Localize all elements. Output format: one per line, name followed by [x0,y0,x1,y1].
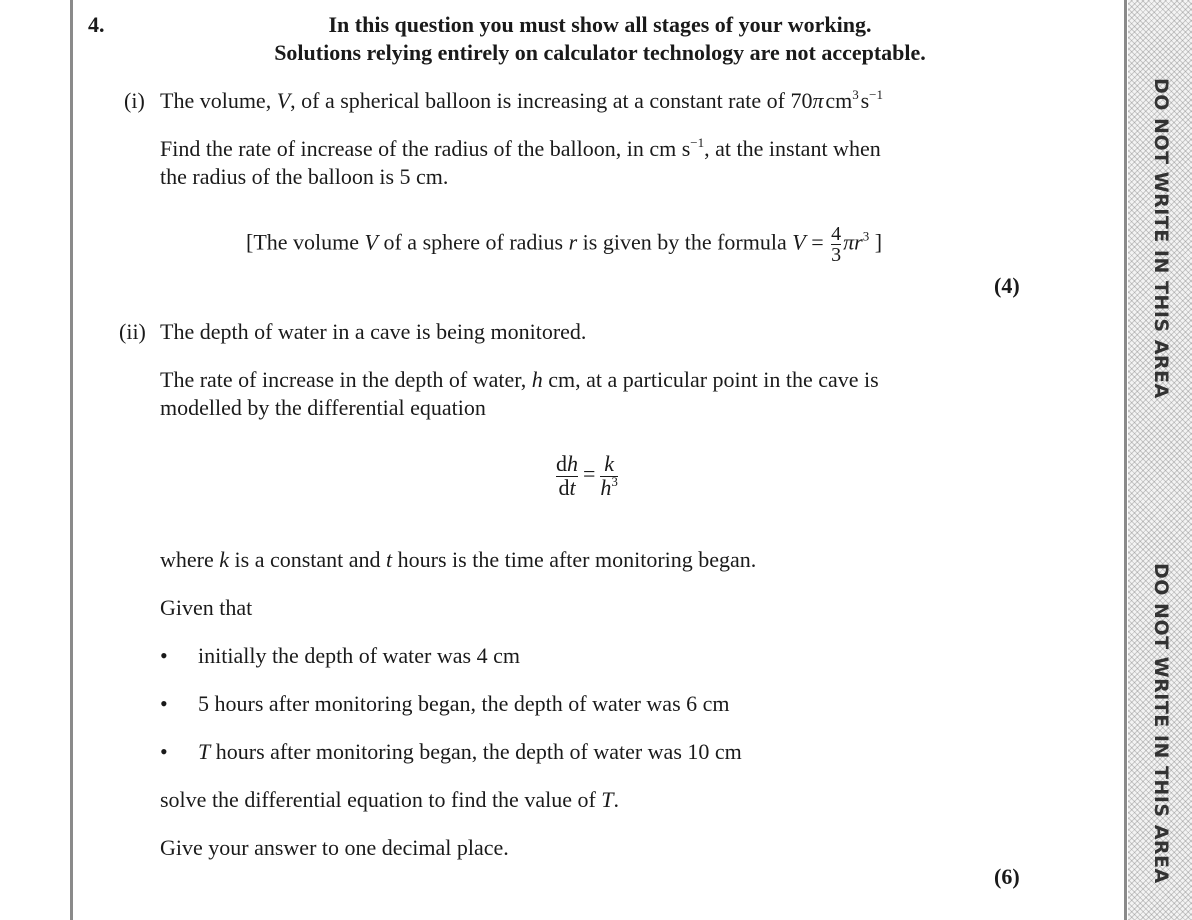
part-ii-solve: solve the differential equation to find the value of T. [160,787,620,812]
part-ii-give: Give your answer to one decimal place. [160,835,509,860]
part-ii-line-1: The depth of water in a cave is being monitored. [160,319,587,344]
part-ii-label: (ii) [119,319,146,344]
left-border-rule [70,0,73,920]
margin-warning-bottom: DO NOT WRITE IN THIS AREA [1150,563,1172,884]
four-thirds-fraction: $\frac{4}{3}$ [831,223,842,266]
instruction-line-2: Solutions relying entirely on calculator technology are not acceptable. [274,40,926,65]
part-ii-where: where k is a constant and t hours is the time after monitoring began. [160,547,757,572]
margin-warning-top: DO NOT WRITE IN THIS AREA [1150,78,1172,399]
part-i-line-3: the radius of the balloon is 5 cm. [160,164,449,189]
bullet-icon: • [160,739,168,764]
bullet-item-3: T hours after monitoring began, the depth of water was 10 cm [198,739,742,764]
bullet-icon: • [160,691,168,716]
part-ii-marks: (6) [994,864,1020,889]
bullet-icon: • [160,643,168,668]
instruction-line-1: In this question you must show all stages of your working. [328,12,872,37]
part-ii-given: Given that [160,595,253,620]
part-i-marks: (4) [994,273,1020,298]
right-border-rule [1124,0,1127,920]
question-number: 4. [88,12,105,37]
part-i-line-1: The volume, V, of a spherical balloon is increasing at a constant rate of 70π $cm^3$ $s^{-1}$ [160,87,883,113]
equals-sign: = [583,460,596,486]
k-over-h-cubed-fraction: $\frac{k}{h^3}$ [600,451,618,500]
dh-dt-fraction: $\frac{dh}{dt}$ [556,451,578,500]
part-ii-line-2: The rate of increase in the depth of water, h cm, at a particular point in the cave is [160,367,879,392]
part-i-line-2: Find the rate of increase of the radius of the balloon, in cm $s^{-1}$, at the instant when [160,135,881,161]
part-i-label: (i) [124,88,145,113]
differential-equation [556,452,618,499]
bullet-item-1: initially the depth of water was 4 cm [198,643,520,668]
part-i-formula: [The volume V of a sphere of radius r is given by the formula V = $\frac{4}{3}$ $\pi r^3$ ] [246,223,883,266]
bullet-item-2: 5 hours after monitoring began, the depth of water was 6 cm [198,691,730,716]
part-ii-line-3: modelled by the differential equation [160,395,486,420]
